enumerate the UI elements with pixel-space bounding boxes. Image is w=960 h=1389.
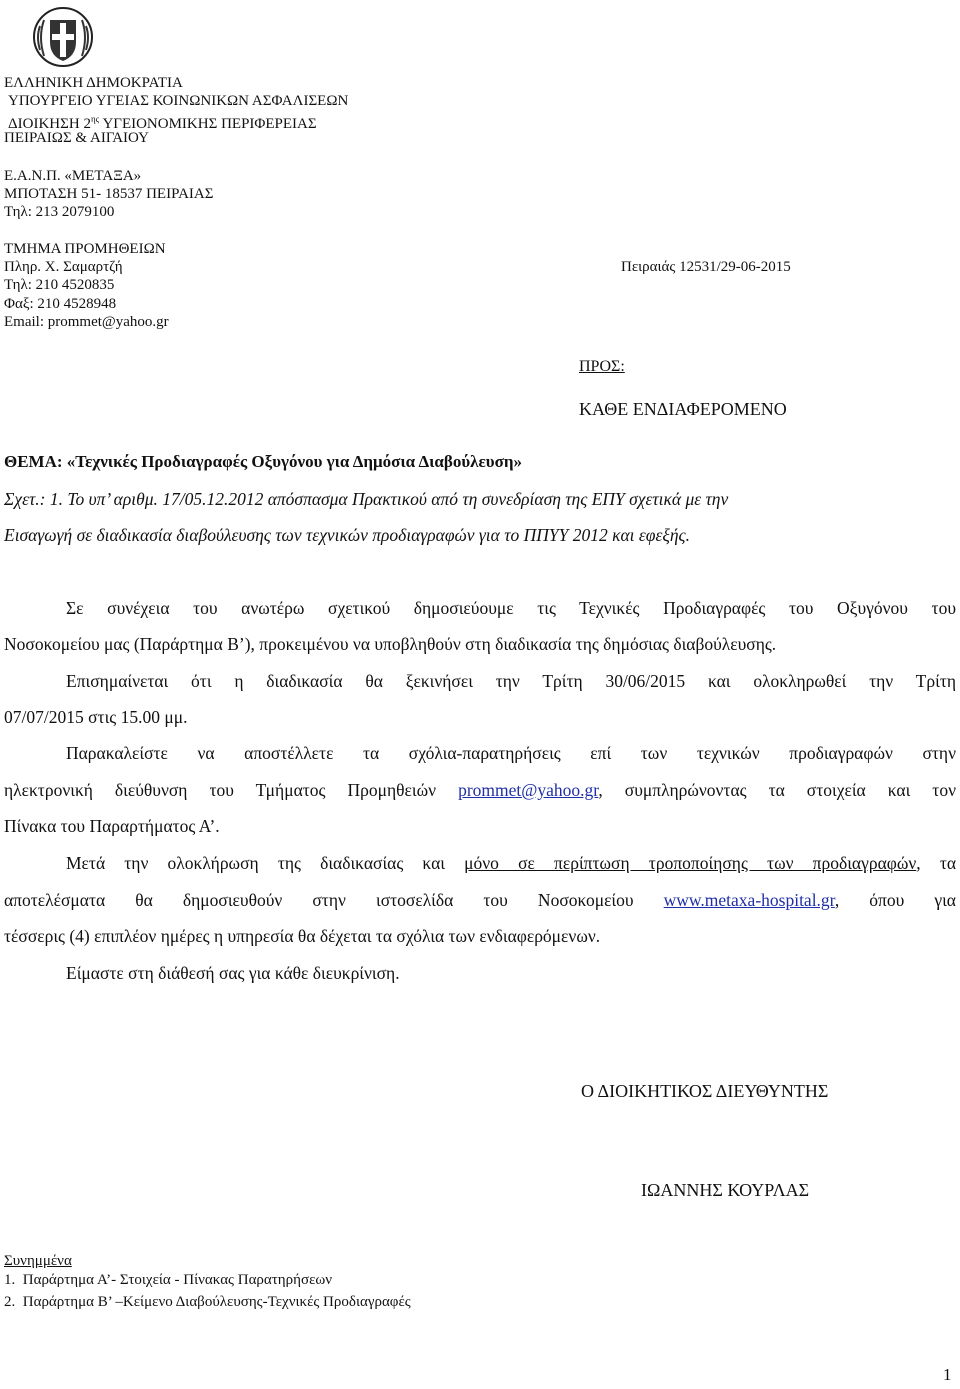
department-name: ΤΜΗΜΑ ΠΡΟΜΗΘΕΙΩΝ [4, 241, 166, 257]
paragraph-3-line-2: ηλεκτρονική διεύθυνση του Τμήματος Προμηθειών prommet@yahoo.gr, συμπληρώνοντας τα στοιχεία και τον [4, 780, 957, 800]
header-line-2: ΥΠΟΥΡΓΕΙΟ ΥΓΕΙΑΣ ΚΟΙΝΩΝΙΚΩΝ ΑΣΦΑΛΙΣΕΩΝ [8, 93, 349, 109]
greek-coat-of-arms-icon [32, 6, 94, 68]
related-line-1: Σχετ.: 1. Το υπ’ αριθμ. 17/05.12.2012 απόσπασμα Πρακτικού από τη συνεδρίαση της ΕΠΥ σχετικά με την [4, 489, 729, 509]
paragraph-3-line-1: Παρακαλείστε να αποστέλλετε τα σχόλια-παρατηρήσεις επί των τεχνικών προδιαγραφών στην [66, 743, 956, 763]
hospital-name: Ε.Α.Ν.Π. «ΜΕΤΑΞΑ» [4, 168, 142, 184]
recipient-name: ΚΑΘΕ ΕΝΔΙΑΦΕΡΟΜΕΝΟ [579, 399, 787, 419]
paragraph-4-line-2: αποτελέσματα θα δημοσιευθούν στην ιστοσελίδα του Νοσοκομείου www.metaxa-hospital.gr, όπου για [4, 890, 956, 910]
website-link[interactable]: www.metaxa-hospital.gr [663, 890, 835, 910]
paragraph-2-line-1: Επισημαίνεται ότι η διαδικασία θα ξεκινήσει την Τρίτη 30/06/2015 και ολοκληρωθεί την Τρίτη [66, 671, 956, 691]
paragraph-2-line-2: 07/07/2015 στις 15.00 μμ. [4, 707, 188, 727]
paragraph-1-line-1: Σε συνέχεια του ανωτέρω σχετικού δημοσιεύουμε τις Τεχνικές Προδιαγραφές του Οξυγόνου του [66, 598, 956, 618]
hospital-address: ΜΠΟΤΑΣΗ 51- 18537 ΠΕΙΡΑΙΑΣ [4, 186, 214, 202]
contact-person: Πληρ. Χ. Σαμαρτζή [4, 259, 123, 275]
paragraph-1-line-2: Νοσοκομείου μας (Παράρτημα Β’), προκειμένου να υποβληθούν στη διαδικασία της δημόσιας διαβούλευσης. [4, 634, 777, 654]
recipient-label: ΠΡΟΣ: [579, 358, 625, 375]
modification-condition: μόνο σε περίπτωση τροποποίησης των προδιαγραφών [464, 853, 917, 873]
attachment-item-1: 1. Παράρτημα Α’- Στοιχεία - Πίνακας Παρατηρήσεων [4, 1272, 333, 1288]
paragraph-3-line-3: Πίνακα του Παραρτήματος Α’. [4, 816, 220, 836]
header-line-3: ΔΙΟΙΚΗΣΗ $2^{\eta\varsigma}$ ΥΓΕΙΟΝΟΜΙΚΗΣ ΠΕΡΙΦΕΡΕΙΑΣ [8, 114, 317, 132]
reference-number: Πειραιάς 12531/29-06-2015 [621, 259, 791, 275]
signatory-title: Ο ΔΙΟΙΚΗΤΙΚΟΣ ΔΙΕΥΘΥΝΤΗΣ [581, 1081, 829, 1101]
signatory-name: ΙΩΑΝΝΗΣ ΚΟΥΡΛΑΣ [641, 1180, 810, 1200]
attachment-item-2: 2. Παράρτημα Β’ –Κείμενο Διαβούλευσης-Τεχνικές Προδιαγραφές [4, 1294, 411, 1310]
paragraph-4-line-3: τέσσερις (4) επιπλέον ημέρες η υπηρεσία θα δέχεται τα σχόλια των ενδιαφερόμενων. [4, 926, 601, 946]
header-line-1: ΕΛΛΗΝΙΚΗ ΔΗΜΟΚΡΑΤΙΑ [4, 75, 183, 91]
contact-phone: Τηλ: 210 4520835 [4, 277, 115, 293]
contact-fax: Φαξ: 210 4528948 [4, 296, 117, 312]
email-link[interactable]: prommet@yahoo.gr [458, 780, 599, 800]
paragraph-4-line-1: Μετά την ολοκλήρωση της διαδικασίας και μόνο σε περίπτωση τροποποίησης των προδιαγραφών, τα [66, 853, 957, 873]
subject-line: ΘΕΜΑ: «Τεχνικές Προδιαγραφές Οξυγόνου για Δημόσια Διαβούλευση» [4, 452, 523, 471]
header-line-4: ΠΕΙΡΑΙΩΣ & ΑΙΓΑΙΟΥ [4, 130, 149, 146]
related-line-2: Εισαγωγή σε διαδικασία διαβούλευσης των τεχνικών προδιαγραφών για το ΠΠΥΥ 2012 και εφεξής. [4, 525, 691, 545]
hospital-phone: Τηλ: 213 2079100 [4, 204, 115, 220]
contact-email: Email: prommet@yahoo.gr [4, 314, 169, 330]
paragraph-5: Είμαστε στη διάθεσή σας για κάθε διευκρίνιση. [66, 963, 400, 983]
page-number: 1 [943, 1365, 952, 1384]
attachments-heading: Συνημμένα [4, 1253, 72, 1269]
